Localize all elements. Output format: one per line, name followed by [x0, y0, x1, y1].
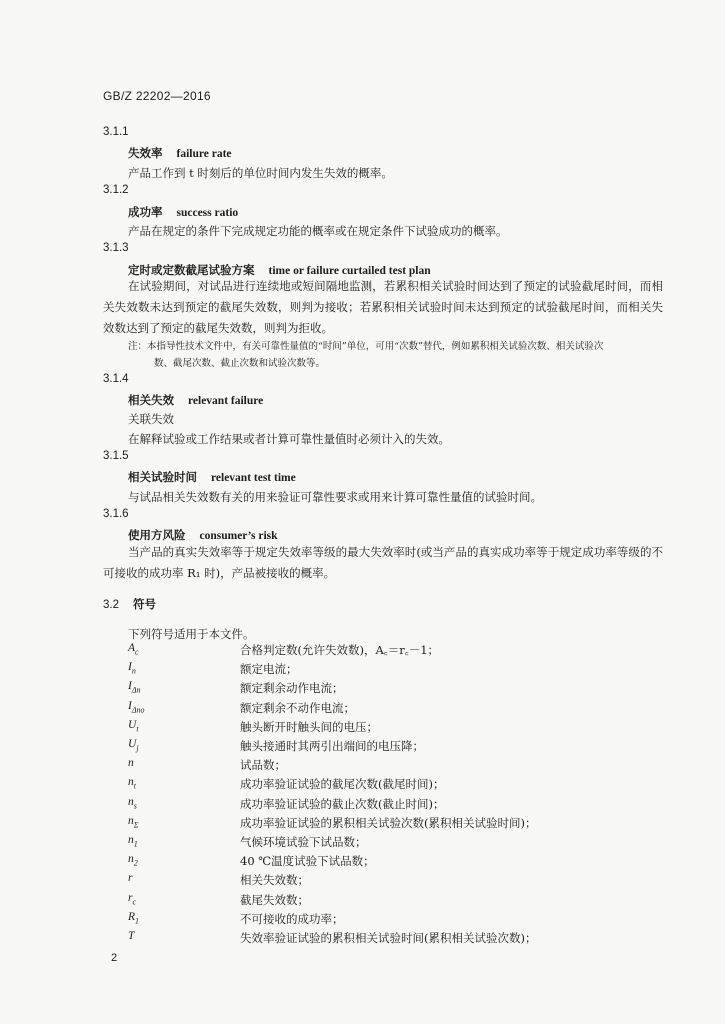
symbol-base: I: [128, 680, 132, 693]
term-definition: 在解释试验或工作结果或者计算可靠性量值时必须计入的失效。: [128, 432, 450, 446]
symbol-subscript: t: [136, 724, 139, 734]
symbol: [128, 757, 134, 771]
symbol-base: n: [128, 834, 134, 846]
term-heading: [128, 204, 238, 220]
symbol-description: 成功率验证试验的累积相关试验次数(累积相关试验时间)；: [240, 815, 537, 830]
term-synonym: 关联失效: [128, 412, 174, 426]
clause-number: 3.1.3: [103, 242, 129, 254]
symbol: [128, 911, 139, 925]
symbol-description: 失效率验证试验的累积相关试验时间(累积相关试验次数)；: [240, 931, 537, 945]
symbol-subscript: j: [136, 743, 139, 753]
symbol-description: 额定剩余动作电流；: [240, 681, 344, 696]
term-definition: 在试验期间，对试品进行连续地或短间隔地监测，若累积相关试验时间达到了预定的试验截尾时间，而相关失效数未达到预定的截尾失效数，则判为接收；若累积相关试验时间未达到预定的试验截尾时间，而相关失效数达到了预定的截尾失效数，则判为拒收。: [103, 279, 663, 335]
term-heading: [128, 145, 232, 161]
symbol-description: 40 ℃温度试验下试品数；: [240, 854, 375, 869]
section-heading: [103, 596, 156, 612]
note-line-1: 注：本指导性技术文件中，有关可靠性量值的“时间”单位，可用“次数”替代，例如累积相关试验次数、相关试验次: [128, 341, 604, 352]
symbol: [128, 738, 139, 752]
symbol: [128, 680, 141, 694]
term-definition: 产品在规定的条件下完成规定功能的概率或在规定条件下试验成功的概率。: [128, 224, 508, 238]
symbol-base: n: [128, 776, 134, 789]
term-zh: 失效率: [128, 146, 163, 160]
section-intro: 下列符号适用于本文件。: [128, 627, 255, 641]
page-number: 2: [111, 952, 118, 964]
term-zh: 定时或定数截尾试验方案: [128, 263, 255, 277]
symbol: [128, 719, 139, 733]
clause-number: 3.1.5: [103, 450, 129, 462]
symbol-description: 成功率验证试验的截尾次数(截尾时间)；: [240, 777, 445, 792]
symbol-base: T: [128, 930, 135, 942]
symbol-description: 截尾失效数；: [240, 892, 309, 907]
symbol-description: 触头接通时其两引出端间的电压降；: [240, 739, 424, 753]
symbol-subscript: Σ: [133, 820, 139, 830]
symbol-description: 试品数；: [240, 758, 286, 773]
symbol-subscript: 1: [135, 916, 140, 926]
symbol-description: 成功率验证试验的截止次数(截止时间)；: [240, 796, 445, 811]
section-number: 3.2: [103, 599, 119, 611]
note-line-2: 数、截尾次数、截止次数和试验次数等。: [154, 358, 326, 369]
clause-number: 3.1.1: [103, 126, 129, 138]
symbol: [128, 815, 139, 829]
symbol-base: n: [128, 853, 134, 866]
term-en: relevant failure: [188, 395, 264, 407]
symbol-base: U: [128, 738, 137, 750]
term-note: [128, 338, 668, 372]
symbol-base: I: [128, 661, 132, 674]
symbol-subscript: 1: [133, 839, 138, 849]
symbol-subscript: n: [131, 666, 136, 676]
symbol-description: 不可接收的成功率；: [240, 911, 344, 926]
symbol: [128, 776, 136, 790]
symbol-base: r: [128, 872, 133, 885]
symbol-subscript: Δno: [131, 704, 145, 714]
symbol: [128, 930, 134, 944]
term-heading: [128, 527, 278, 543]
symbol-base: I: [128, 699, 132, 712]
term-definition: 与试品相关失效数有关的用来验证可靠性要求或用来计算可靠性量值的试验时间。: [128, 490, 542, 504]
term-en: time or failure curtailed test plan: [268, 265, 431, 277]
symbol-subscript: c: [135, 647, 139, 657]
symbol-description: 合格判定数(允许失效数)，A꜀＝r꜀－1；: [240, 643, 440, 657]
symbol: [128, 853, 138, 867]
symbol-description: 气候环境试验下试品数；: [240, 835, 367, 849]
symbol: [128, 661, 136, 675]
symbol-description: 触头断开时触头间的电压；: [240, 719, 378, 734]
clause-number: 3.1.6: [103, 508, 129, 520]
symbol-base: A: [128, 642, 136, 654]
clause-number: 3.1.2: [103, 184, 129, 196]
section-title: 符号: [133, 597, 156, 611]
term-en: relevant test time: [211, 472, 296, 484]
symbol: [128, 872, 132, 886]
symbol: [128, 892, 136, 906]
symbol: [128, 700, 145, 714]
symbol-subscript: Δn: [131, 685, 141, 695]
symbol-base: R: [128, 910, 136, 923]
symbol-subscript: 2: [133, 858, 138, 868]
symbol-base: n: [128, 814, 134, 827]
symbol-description: 额定剩余不动作电流；: [240, 700, 355, 715]
term-en: success ratio: [176, 207, 239, 219]
symbol-subscript: t: [133, 781, 136, 791]
term-heading: [128, 469, 296, 485]
symbol: [128, 834, 138, 848]
term-zh: 相关失效: [128, 393, 174, 407]
symbol-base: n: [128, 795, 134, 808]
symbol-description: 额定电流；: [240, 662, 298, 677]
term-en: failure rate: [176, 148, 232, 160]
symbol-base: r: [128, 891, 133, 904]
term-definition: 产品工作到 t 时刻后的单位时间内发生失效的概率。: [128, 166, 393, 180]
term-zh: 成功率: [128, 205, 163, 219]
symbol-base: n: [128, 757, 134, 770]
symbol: [128, 642, 139, 656]
symbol-base: U: [128, 718, 137, 731]
term-en: consumer’s risk: [199, 530, 278, 542]
symbol-subscript: s: [133, 800, 137, 810]
document-header: GB/Z 22202—2016: [103, 89, 211, 103]
clause-number: 3.1.4: [103, 373, 129, 385]
term-definition: 当产品的真实失效率等于规定失效率等级的最大失效率时(或当产品的真实成功率等于规定成功率等级的不可接收的成功率 R₁ 时)，产品被接收的概率。: [103, 545, 663, 580]
symbol-description: 相关失效数；: [240, 873, 309, 888]
term-heading: [128, 392, 263, 408]
symbol: [128, 796, 137, 810]
symbol-subscript: c: [132, 896, 137, 906]
term-zh: 相关试验时间: [128, 470, 197, 484]
term-zh: 使用方风险: [128, 528, 186, 542]
